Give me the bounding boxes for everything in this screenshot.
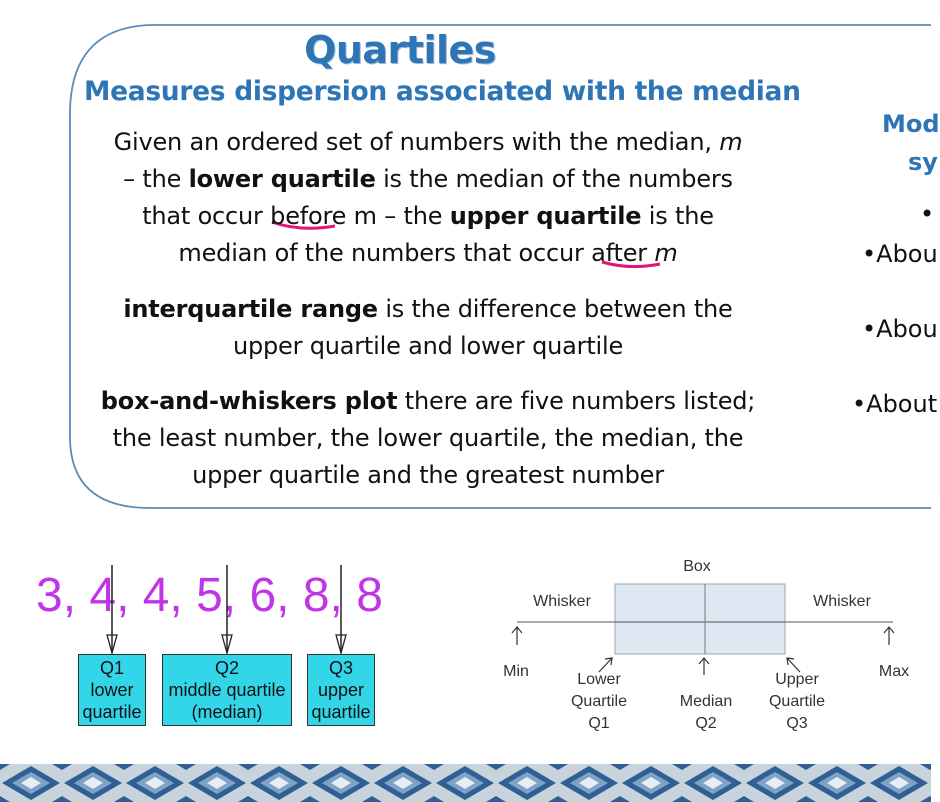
slide-title: Quartiles	[304, 28, 496, 72]
upper-quartile-l1: Upper	[775, 671, 819, 688]
side-panel-bullet-3: •About	[852, 390, 938, 418]
q1-code: Q1	[99, 658, 124, 678]
q2-label-2: (median)	[191, 702, 263, 722]
q3-box	[307, 654, 375, 726]
word-before: before	[270, 202, 347, 230]
boxplot-definition	[78, 383, 778, 494]
side-panel-bullet-dot: •	[920, 200, 935, 228]
lower-quartile-l3: Q1	[588, 715, 610, 732]
median-arrow	[699, 658, 709, 675]
number-sequence: 3, 4, 4, 5, 6, 8, 8	[36, 569, 383, 622]
iqr-line-1: interquartile range is the difference between the	[123, 295, 733, 323]
boxplot-line-2: the least number, the lower quartile, the median, the	[112, 424, 744, 452]
quartile-pointers	[0, 565, 400, 665]
upper-quartile-label	[761, 669, 833, 735]
lower-quartile-l1: Lower	[577, 671, 621, 688]
lower-quartile-label	[563, 669, 635, 735]
q1-label-2: quartile	[82, 702, 142, 722]
q2-code: Q2	[214, 658, 239, 678]
whisker-left-label: Whisker	[533, 593, 591, 610]
q1-label-1: lower	[90, 680, 134, 700]
quartile-line-3: that occur before m – the upper quartile is the	[142, 202, 714, 230]
side-panel-title-1: Mod	[882, 110, 940, 138]
boxplot-line-3: upper quartile and the greatest number	[192, 461, 664, 489]
median-l2: Q2	[695, 715, 717, 732]
word-after: after	[591, 239, 647, 267]
box-label: Box	[683, 558, 711, 575]
max-arrow	[884, 627, 894, 645]
min-label: Min	[503, 663, 529, 680]
iqr-definition	[78, 291, 778, 365]
median-label	[670, 691, 742, 735]
q1-box	[78, 654, 146, 726]
q3-code: Q3	[328, 658, 353, 678]
q2-label-1: middle quartile	[168, 680, 286, 700]
side-panel-bullet-2: •Abou	[862, 315, 938, 343]
decorative-pattern-strip	[0, 764, 931, 802]
whisker-right-label: Whisker	[813, 593, 871, 610]
q3-label-2: quartile	[311, 702, 371, 722]
iqr-line-2: upper quartile and lower quartile	[232, 332, 624, 360]
quartile-line-4: median of the numbers that occur after m	[178, 239, 678, 267]
median-l1: Median	[679, 693, 733, 710]
lower-quartile-l2: Quartile	[570, 693, 628, 710]
slide-subtitle: Measures dispersion associated with the median	[84, 76, 801, 107]
quartile-definition	[78, 124, 778, 272]
boxplot-line-1: box-and-whiskers plot there are five numbers listed;	[100, 387, 756, 415]
q2-box	[162, 654, 292, 726]
min-arrow	[512, 627, 522, 645]
upper-quartile-l3: Q3	[786, 715, 808, 732]
box-rect	[615, 584, 785, 654]
upper-quartile-l2: Quartile	[768, 693, 826, 710]
q3-label-1: upper	[317, 680, 365, 700]
side-panel-bullet-1: •Abou	[862, 240, 938, 268]
side-panel-title-2: sy	[908, 148, 938, 176]
quartile-line-2: – the lower quartile is the median of the numbers	[123, 165, 733, 193]
max-label: Max	[878, 663, 910, 680]
quartile-line-1: Given an ordered set of numbers with the median, m	[113, 128, 743, 156]
